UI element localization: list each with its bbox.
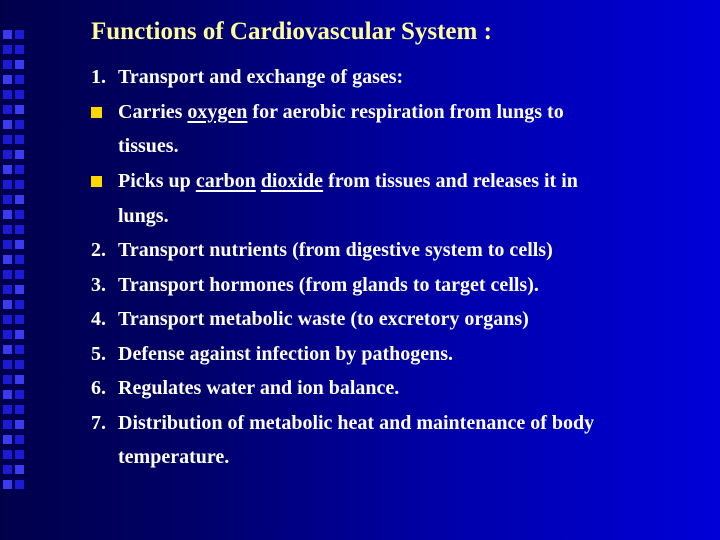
decorative-square — [3, 465, 12, 474]
decorative-square — [15, 450, 24, 459]
decorative-square — [3, 210, 12, 219]
decorative-square — [15, 60, 24, 69]
list-item-5 — [91, 337, 711, 372]
list-item-2 — [91, 233, 711, 268]
list-item-4 — [91, 302, 711, 337]
decorative-square — [3, 480, 12, 489]
decorative-square — [3, 285, 12, 294]
decorative-square — [15, 225, 24, 234]
decorative-square — [15, 405, 24, 414]
square-bullet-icon — [91, 164, 118, 199]
decorative-square — [15, 390, 24, 399]
decorative-square — [15, 285, 24, 294]
decorative-square — [3, 60, 12, 69]
item-text: Transport and exchange of gases: — [118, 66, 404, 88]
list-item-1 — [91, 60, 711, 95]
decorative-square — [15, 120, 24, 129]
decorative-square — [15, 105, 24, 114]
decorative-square — [15, 330, 24, 339]
decorative-square — [3, 105, 12, 114]
decorative-square-column — [3, 30, 24, 489]
item-number: 7. — [91, 411, 106, 434]
decorative-square — [3, 405, 12, 414]
decorative-square — [3, 165, 12, 174]
decorative-square — [3, 435, 12, 444]
item-text: Regulates water and ion balance. — [118, 377, 400, 399]
sub-item-oxygen — [91, 95, 711, 130]
decorative-square — [15, 135, 24, 144]
decorative-square — [3, 45, 12, 54]
decorative-square — [3, 225, 12, 234]
decorative-square — [3, 120, 12, 129]
decorative-square — [3, 180, 12, 189]
item-number: 6. — [91, 377, 106, 399]
sub-item-text: Picks up carbon dioxide from tissues and releases it in — [118, 169, 578, 192]
slide-title: Functions of Cardiovascular System : — [91, 18, 492, 45]
list-item-6 — [91, 371, 711, 406]
sub-item-carbon-dioxide — [91, 164, 711, 199]
item-number: 3. — [91, 273, 106, 296]
item-number: 2. — [91, 239, 106, 261]
decorative-square — [15, 465, 24, 474]
item-number: 5. — [91, 342, 106, 365]
decorative-square — [3, 300, 12, 309]
oxygen-link[interactable]: oxygen — [187, 100, 248, 123]
list-item-continuation: temperature. — [118, 446, 230, 468]
decorative-square — [15, 150, 24, 159]
decorative-square — [3, 270, 12, 279]
decorative-square — [3, 30, 12, 39]
list-item-3 — [91, 268, 711, 303]
decorative-square — [3, 330, 12, 339]
square-bullet-icon — [91, 95, 118, 130]
decorative-square — [15, 345, 24, 354]
decorative-square — [15, 300, 24, 309]
item-text: Distribution of metabolic heat and maintenance of body — [118, 411, 595, 434]
decorative-square — [3, 195, 12, 204]
item-text: Transport metabolic waste (to excretory organs) — [118, 308, 529, 330]
decorative-square — [15, 435, 24, 444]
decorative-square — [3, 315, 12, 324]
sub-item-continuation: lungs. — [118, 204, 169, 227]
decorative-square — [15, 195, 24, 204]
decorative-square — [3, 420, 12, 429]
decorative-square — [15, 420, 24, 429]
decorative-square — [3, 390, 12, 399]
decorative-square — [15, 165, 24, 174]
decorative-square — [3, 255, 12, 264]
sub-item-continuation: tissues. — [118, 135, 179, 158]
decorative-square — [3, 135, 12, 144]
item-text: Transport hormones (from glands to target cells). — [118, 273, 539, 296]
slide-body — [91, 60, 711, 475]
dioxide-link[interactable]: dioxide — [260, 169, 324, 192]
decorative-square — [15, 210, 24, 219]
decorative-square — [15, 240, 24, 249]
decorative-square — [3, 90, 12, 99]
decorative-square — [3, 450, 12, 459]
decorative-square — [15, 315, 24, 324]
decorative-square — [3, 240, 12, 249]
list-item-7 — [91, 406, 711, 441]
decorative-square — [15, 360, 24, 369]
item-number: 4. — [91, 308, 106, 330]
item-text: Transport nutrients (from digestive system to cells) — [118, 239, 553, 261]
decorative-square — [15, 270, 24, 279]
decorative-square — [3, 75, 12, 84]
item-text: Defense against infection by pathogens. — [118, 342, 454, 365]
decorative-square — [3, 150, 12, 159]
decorative-square — [15, 90, 24, 99]
decorative-square — [3, 345, 12, 354]
decorative-square — [15, 30, 24, 39]
decorative-square — [3, 375, 12, 384]
sub-item-text: Carries oxygen for aerobic respiration from lungs to — [118, 100, 564, 123]
decorative-square — [15, 75, 24, 84]
decorative-square — [15, 180, 24, 189]
decorative-square — [15, 45, 24, 54]
decorative-square — [15, 480, 24, 489]
decorative-square — [15, 375, 24, 384]
carbon-link[interactable]: carbon — [195, 169, 256, 192]
decorative-square — [3, 360, 12, 369]
decorative-square — [15, 255, 24, 264]
item-number: 1. — [91, 66, 106, 88]
